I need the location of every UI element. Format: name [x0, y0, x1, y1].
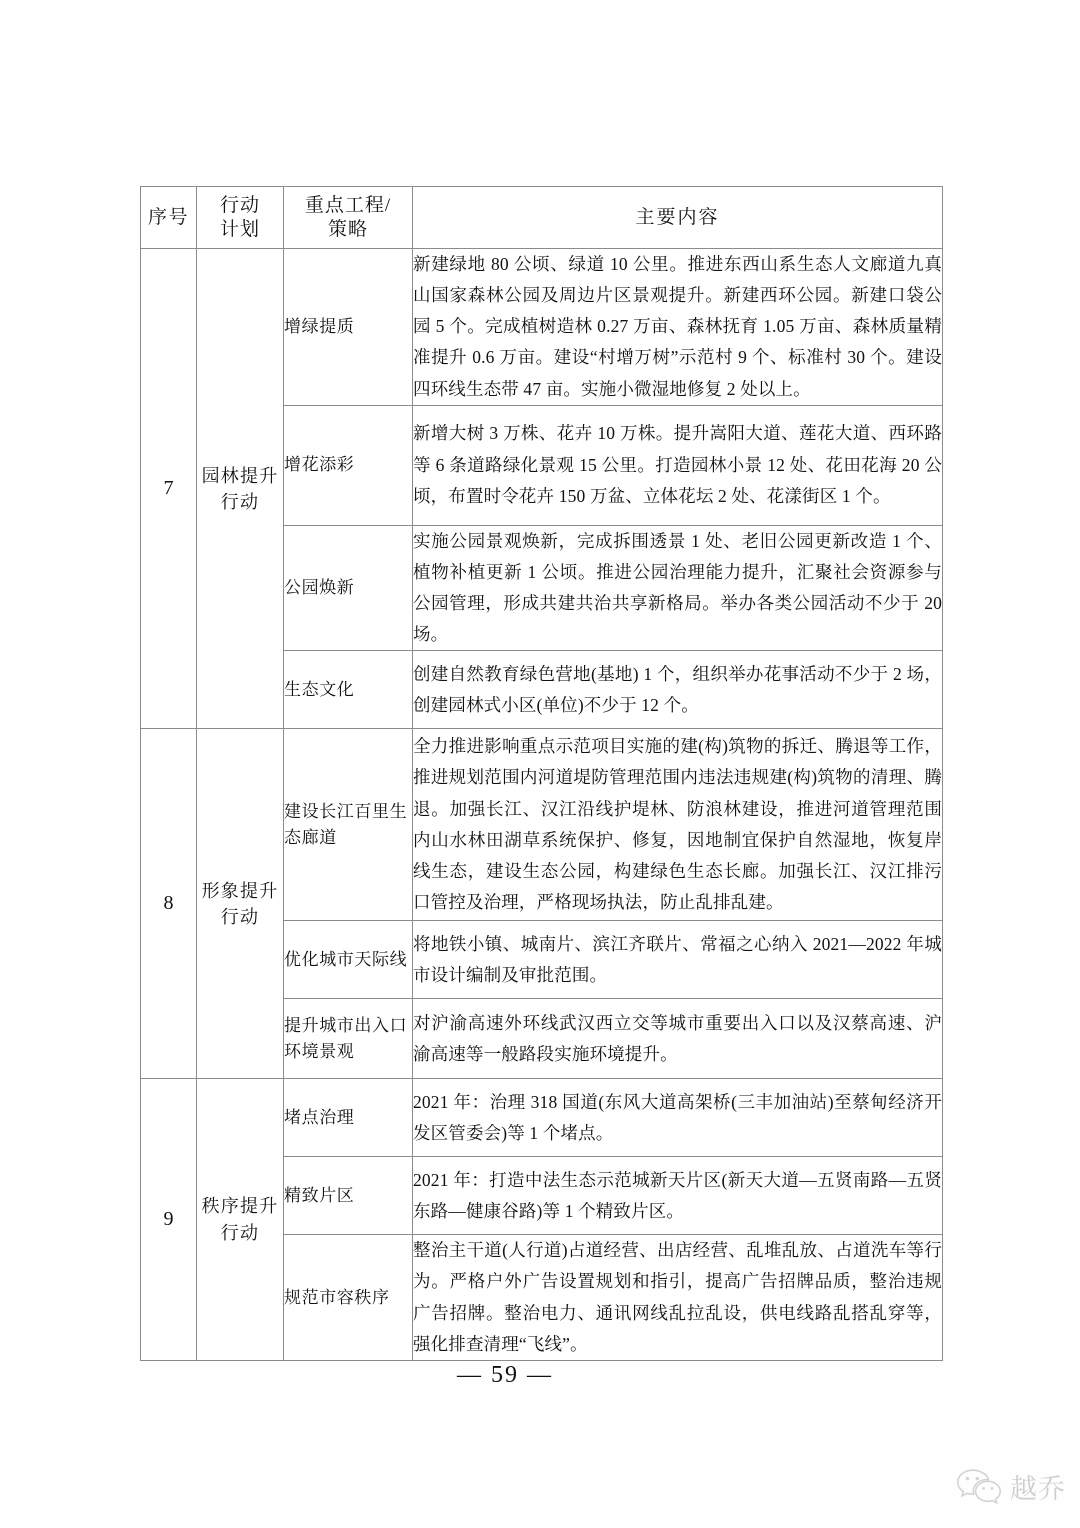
column-header-action-plan-line1: 行动	[219, 195, 260, 217]
group-plan-7-line1: 园林提升	[201, 465, 279, 486]
watermark-text: 越乔	[1010, 1474, 1066, 1504]
main-content: 新增大树 3 万株、花卉 10 万株。提升嵩阳大道、莲花大道、西环路等 6 条道路绿化景观 15 公里。打造园林小景 12 处、花田花海 20 公顷，布置时令花卉 150 万盆、立体花坛 2 处、花漾街区 1 个。	[413, 405, 943, 525]
project-label: 精致片区	[284, 1157, 413, 1235]
group-plan-9-line1: 秩序提升	[201, 1196, 279, 1217]
group-seq-9: 9	[141, 1079, 197, 1361]
project-label: 建设长江百里生态廊道	[284, 729, 413, 921]
main-content: 整治主干道(人行道)占道经营、出店经营、乱堆乱放、占道洗车等行为。严格户外广告设置规划和指引，提高广告招牌品质，整治违规广告招牌。整治电力、通讯网线乱拉乱设，供电线路乱搭乱穿等，强化排查清理“飞线”。	[413, 1235, 943, 1361]
group-plan-8-line1: 形象提升	[201, 880, 279, 901]
project-label: 提升城市出入口环境景观	[284, 999, 413, 1079]
project-label: 规范市容秩序	[284, 1235, 413, 1361]
group-plan-7	[197, 249, 284, 729]
group-plan-9	[197, 1079, 284, 1361]
column-header-key-project	[284, 187, 413, 249]
group-plan-8-line2: 行动	[220, 906, 260, 927]
group-seq-8: 8	[141, 729, 197, 1079]
project-label: 堵点治理	[284, 1079, 413, 1157]
project-label: 增绿提质	[284, 249, 413, 406]
main-content: 新建绿地 80 公顷、绿道 10 公里。推进东西山系生态人文廊道九真山国家森林公园及周边片区景观提升。新建西环公园。新建口袋公园 5 个。完成植树造林 0.27 万亩、森林抚育 1.05 万亩、森林质量精准提升 0.6 万亩。建设“村增万树”示范村 9 个、标准村 30 个。建设四环线生态带 47 亩。实施小微湿地修复 2 处以上。	[413, 249, 943, 406]
table-row	[141, 249, 943, 406]
wechat-icon	[956, 1468, 1002, 1506]
column-header-action-plan-line2: 计划	[219, 218, 260, 240]
main-content: 2021 年：治理 318 国道(东风大道高架桥(三丰加油站)至蔡甸经济开发区管委会)等 1 个堵点。	[413, 1079, 943, 1157]
group-plan-7-line2: 行动	[220, 491, 260, 512]
main-content: 对沪渝高速外环线武汉西立交等城市重要出入口以及汉蔡高速、沪渝高速等一般路段实施环境提升。	[413, 999, 943, 1079]
main-content: 将地铁小镇、城南片、滨江齐联片、常福之心纳入 2021—2022 年城市设计编制及审批范围。	[413, 921, 943, 999]
group-plan-9-line2: 行动	[220, 1222, 260, 1243]
table-row	[141, 1079, 943, 1157]
column-header-action-plan	[197, 187, 284, 249]
project-label: 优化城市天际线	[284, 921, 413, 999]
main-content: 实施公园景观焕新，完成拆围透景 1 处、老旧公园更新改造 1 个、植物补植更新 1 公顷。推进公园治理能力提升，汇聚社会资源参与公园管理，形成共建共治共享新格局。举办各类公园活动不少于 20 场。	[413, 525, 943, 651]
column-header-key-project-line2: 策略	[327, 218, 368, 240]
project-label: 生态文化	[284, 651, 413, 729]
main-content: 创建自然教育绿色营地(基地) 1 个，组织举办花事活动不少于 2 场，创建园林式小区(单位)不少于 12 个。	[413, 651, 943, 729]
column-header-seq: 序号	[141, 187, 197, 249]
action-plan-table	[140, 186, 943, 1361]
page-number: — 59 —	[457, 1362, 553, 1388]
project-label: 增花添彩	[284, 405, 413, 525]
table-row	[141, 729, 943, 921]
project-label: 公园焕新	[284, 525, 413, 651]
column-header-key-project-line1: 重点工程/	[304, 195, 392, 217]
group-plan-8	[197, 729, 284, 1079]
group-seq-7: 7	[141, 249, 197, 729]
main-content: 2021 年：打造中法生态示范城新天片区(新天大道—五贤南路—五贤东路—健康谷路)等 1 个精致片区。	[413, 1157, 943, 1235]
main-content: 全力推进影响重点示范项目实施的建(构)筑物的拆迁、腾退等工作，推进规划范围内河道堤防管理范围内违法违规建(构)筑物的清理、腾退。加强长江、汉江沿线护堤林、防浪林建设，推进河道管理范围内山水林田湖草系统保护、修复，因地制宜保护自然湿地，恢复岸线生态，建设生态公园，构建绿色生态长廊。加强长江、汉江排污口管控及治理，严格现场执法，防止乱排乱建。	[413, 729, 943, 921]
table-header-row	[141, 187, 943, 249]
watermark	[956, 1467, 1066, 1506]
column-header-main-content: 主要内容	[413, 187, 943, 249]
